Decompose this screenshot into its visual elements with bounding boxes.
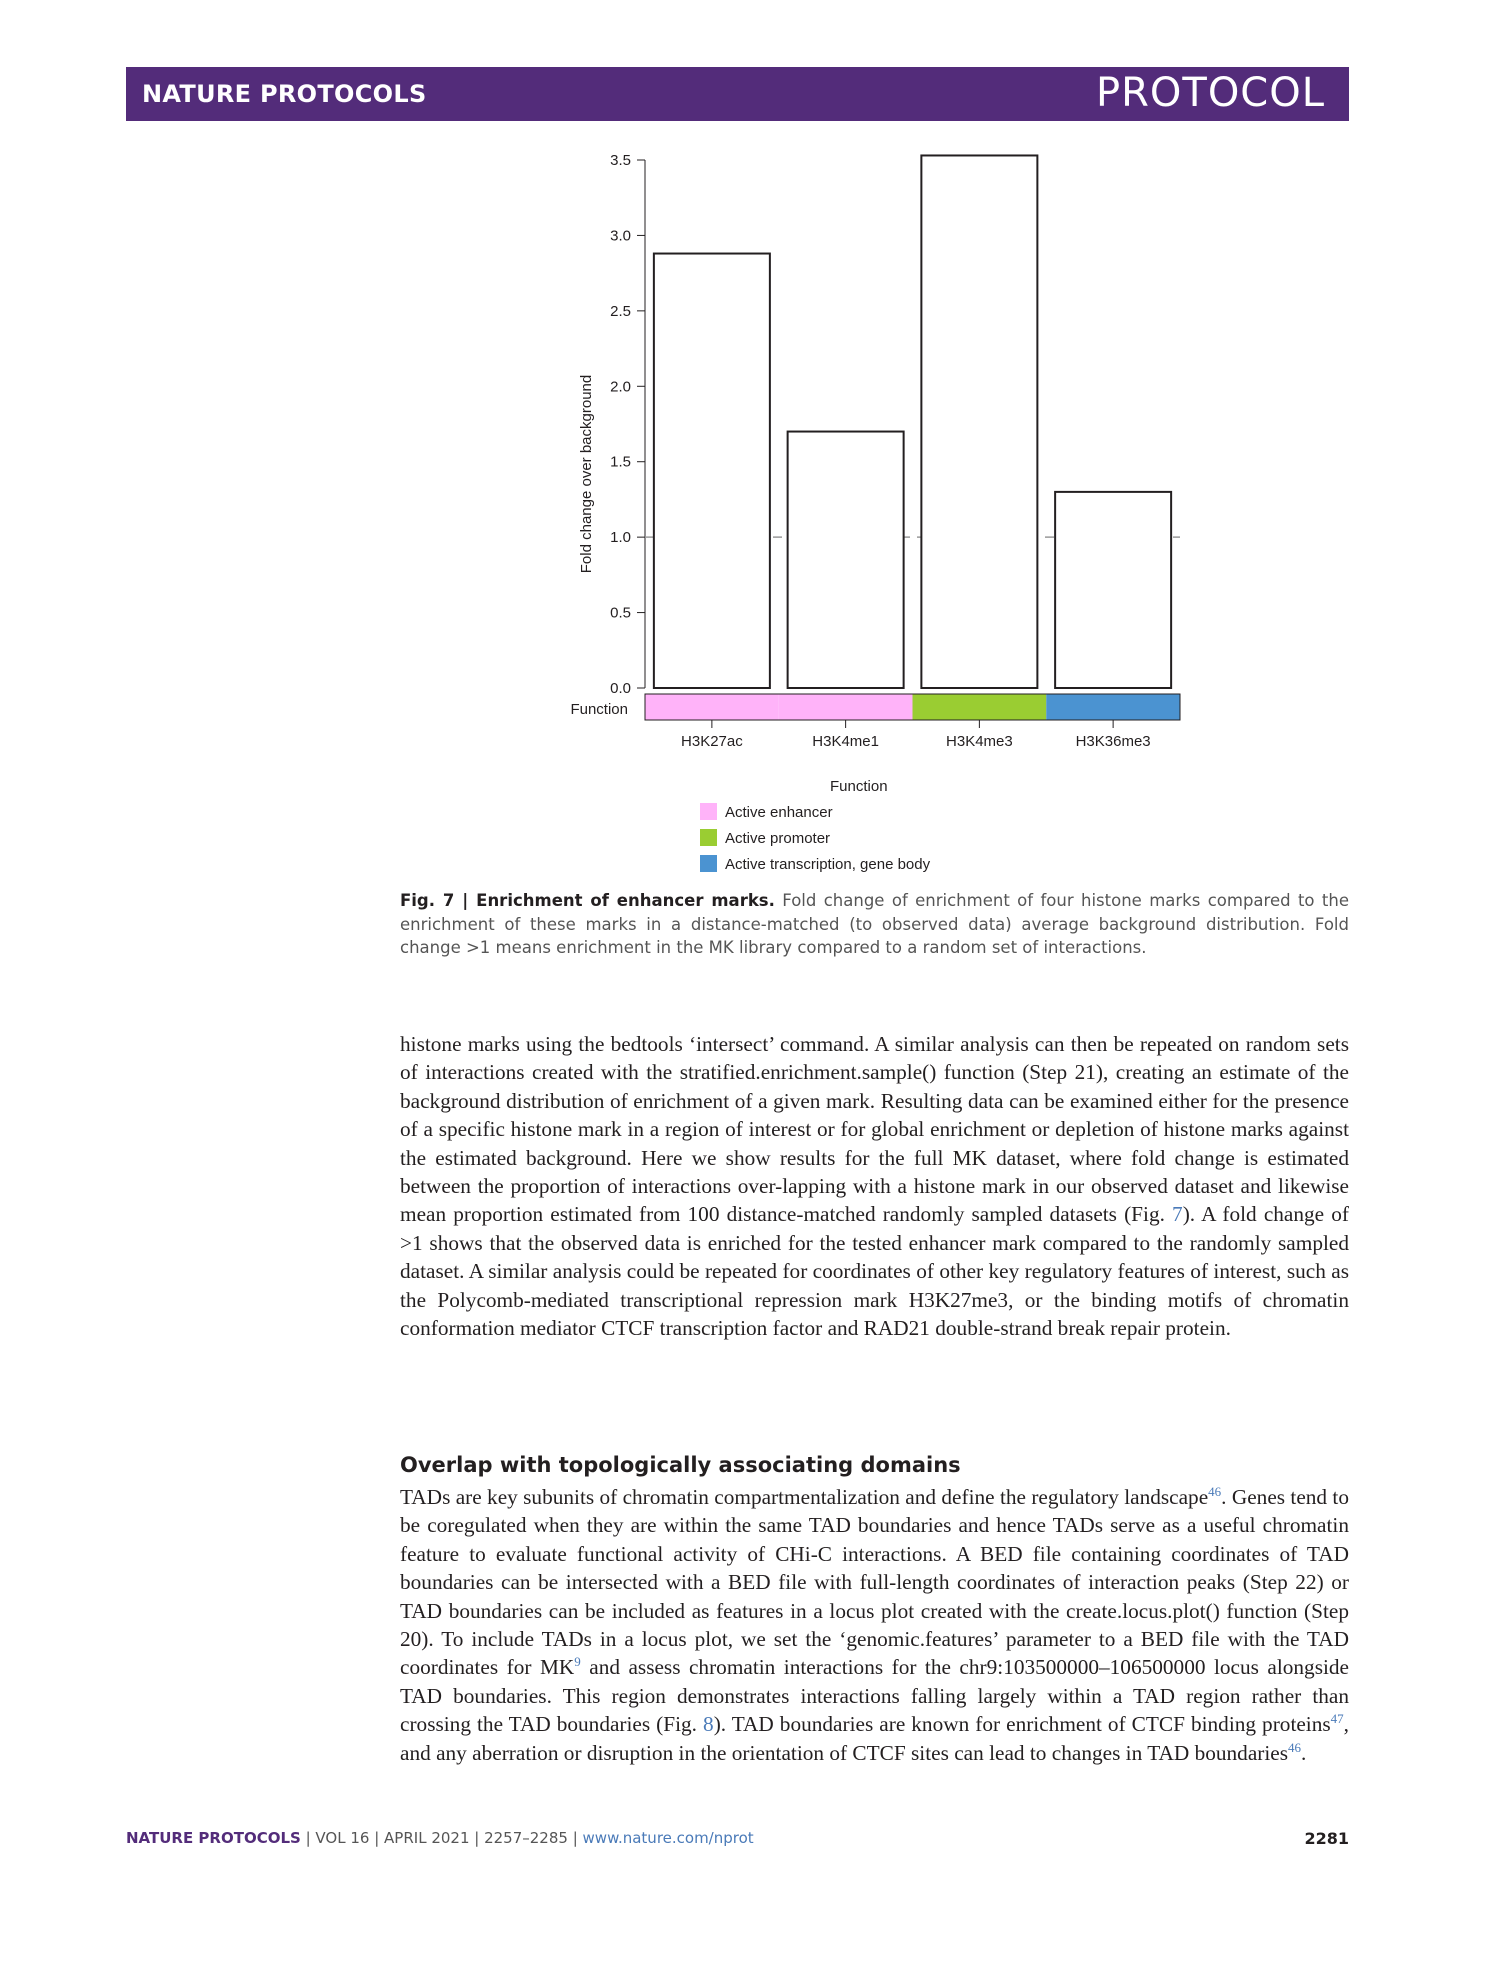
y-tick-label: 0.0 (610, 680, 631, 697)
function-bar (570, 694, 1180, 720)
function-segment-H3K36me3 (1046, 694, 1180, 720)
function-segment-H3K4me3 (913, 694, 1047, 720)
bar-H3K27ac (654, 254, 770, 688)
y-tick-label: 2.5 (610, 302, 631, 320)
function-segment-H3K4me1 (779, 694, 913, 720)
y-tick-label: 1.0 (610, 529, 631, 547)
y-axis-title: Fold change over background (578, 374, 595, 574)
section-label: PROTOCOL (1095, 70, 1325, 116)
body2-text-b: . Genes tend to be coregulated when they are within the same TAD boundaries and hence TADs serve as a useful chromatin feature to evaluate functional activity of CHi-C interactions. A BED file containing coordinates of TAD boundaries can be intersected with a BED file with full-length coordinates of interaction peaks (Step 22) or TAD boundaries can be included as features in a locus plot created with the create.locus.plot() function (Step 20). To include TADs in a locus plot, we set the ‘genomic.features’ parameter to a BED file with the TAD coordinates for MK (400, 1485, 1349, 1680)
figure-caption (400, 889, 1349, 960)
footer-url-link[interactable]: www.nature.com/nprot (582, 1829, 754, 1847)
legend-label: Active promoter (725, 830, 831, 847)
legend-swatch (700, 855, 717, 872)
x-tick-label: H3K27ac (681, 733, 743, 750)
legend-label: Active enhancer (725, 804, 833, 821)
citation-47[interactable]: 47 (1330, 1711, 1344, 1727)
footer-journal: NATURE PROTOCOLS (126, 1829, 301, 1847)
body2-text-f: . (1301, 1740, 1307, 1765)
bar-H3K36me3 (1055, 492, 1171, 688)
legend-label: Active transcription, gene body (725, 856, 931, 873)
fig7-link[interactable]: 7 (1172, 1202, 1183, 1227)
body1-text-b: ). A fold change of >1 shows that the observed data is enriched for the tested enhancer mark compared to the randomly sampled dataset. A similar analysis could be repeated for coordinates of other key regulatory features of interest, such as the Polycomb-mediated transcriptional repression mark H3K27me3, or the binding motifs of chromatin conformation mediator CTCF transcription factor and RAD21 double-strand break repair protein. (400, 1202, 1349, 1341)
page-footer (126, 1829, 1349, 1847)
caption-text: Fold change of enrichment of four histone marks compared to the enrichment of these marks in a distance-matched (to observed data) average background distribution. Fold change >1 means enrichment in the MK library compared to a random set of interactions. (400, 891, 1349, 957)
function-bar-label: Function (570, 701, 628, 718)
section-heading: Overlap with topologically associating domains (400, 1453, 961, 1477)
legend (700, 778, 931, 873)
x-tick-label: H3K4me1 (812, 733, 879, 750)
bar-H3K4me3 (921, 155, 1037, 688)
x-tick-labels (681, 720, 1151, 750)
bars (645, 155, 1180, 688)
y-tick-label: 0.5 (610, 604, 631, 622)
x-tick-label: H3K36me3 (1075, 733, 1151, 750)
journal-name: NATURE PROTOCOLS (142, 80, 427, 108)
bar-H3K4me1 (788, 432, 904, 688)
body2-text-a: TADs are key subunits of chromatin compartmentalization and define the regulatory landscape (400, 1485, 1209, 1509)
body-paragraph-2 (400, 1483, 1349, 1767)
y-tick-label: 2.0 (610, 378, 631, 396)
footer-volume: | VOL 16 | APRIL 2021 | 2257–2285 | (300, 1829, 583, 1847)
x-tick-label: H3K4me3 (946, 733, 1013, 750)
body-paragraph-1 (400, 1030, 1349, 1342)
body2-text-d: ). TAD boundaries are known for enrichment of CTCF binding proteins (713, 1712, 1331, 1737)
body2-text-e: , and any aberration or disruption in the orientation of CTCF sites can lead to changes in TAD boundaries (400, 1712, 1349, 1765)
y-tick-label: 3.5 (610, 152, 631, 169)
y-tick-label: 3.0 (610, 227, 631, 245)
body1-text-a: histone marks using the bedtools ‘intersect’ command. A similar analysis can then be repeated on random sets of interactions created with the stratified.enrichment.sample() function (Step 21), creating an estimate of the background distribution of enrichment of a given mark. Resulting data can be examined either for the presence of a specific histone mark in a region of interest or for global enrichment or depletion of histone marks against the estimated background. Here we show results for the full MK dataset, where fold change is estimated between the proportion of interactions over-lapping with a histone mark in our observed dataset and likewise mean proportion estimated from 100 distance-matched randomly sampled datasets (Fig. (400, 1032, 1349, 1227)
legend-swatch (700, 829, 717, 846)
y-axis (578, 152, 645, 697)
fig8-link[interactable]: 8 (703, 1712, 714, 1737)
citation-9[interactable]: 9 (574, 1654, 581, 1670)
y-tick-label: 1.5 (610, 453, 631, 471)
citation-46b[interactable]: 46 (1288, 1739, 1302, 1755)
caption-label: Fig. 7 | Enrichment of enhancer marks. (400, 891, 775, 910)
citation-46[interactable]: 46 (1208, 1483, 1222, 1499)
legend-swatch (700, 803, 717, 820)
function-segment-H3K27ac (645, 694, 779, 720)
figure-7-chart (0, 0, 1489, 890)
body2-text-c: and assess chromatin interactions for the chr9:103500000–106500000 locus alongside TAD boundaries. This region demonstrates interactions falling largely within a TAD region rather than crossing the TAD boundaries (Fig. (400, 1655, 1350, 1737)
legend-title: Function (830, 778, 888, 795)
page-number: 2281 (1304, 1829, 1349, 1848)
